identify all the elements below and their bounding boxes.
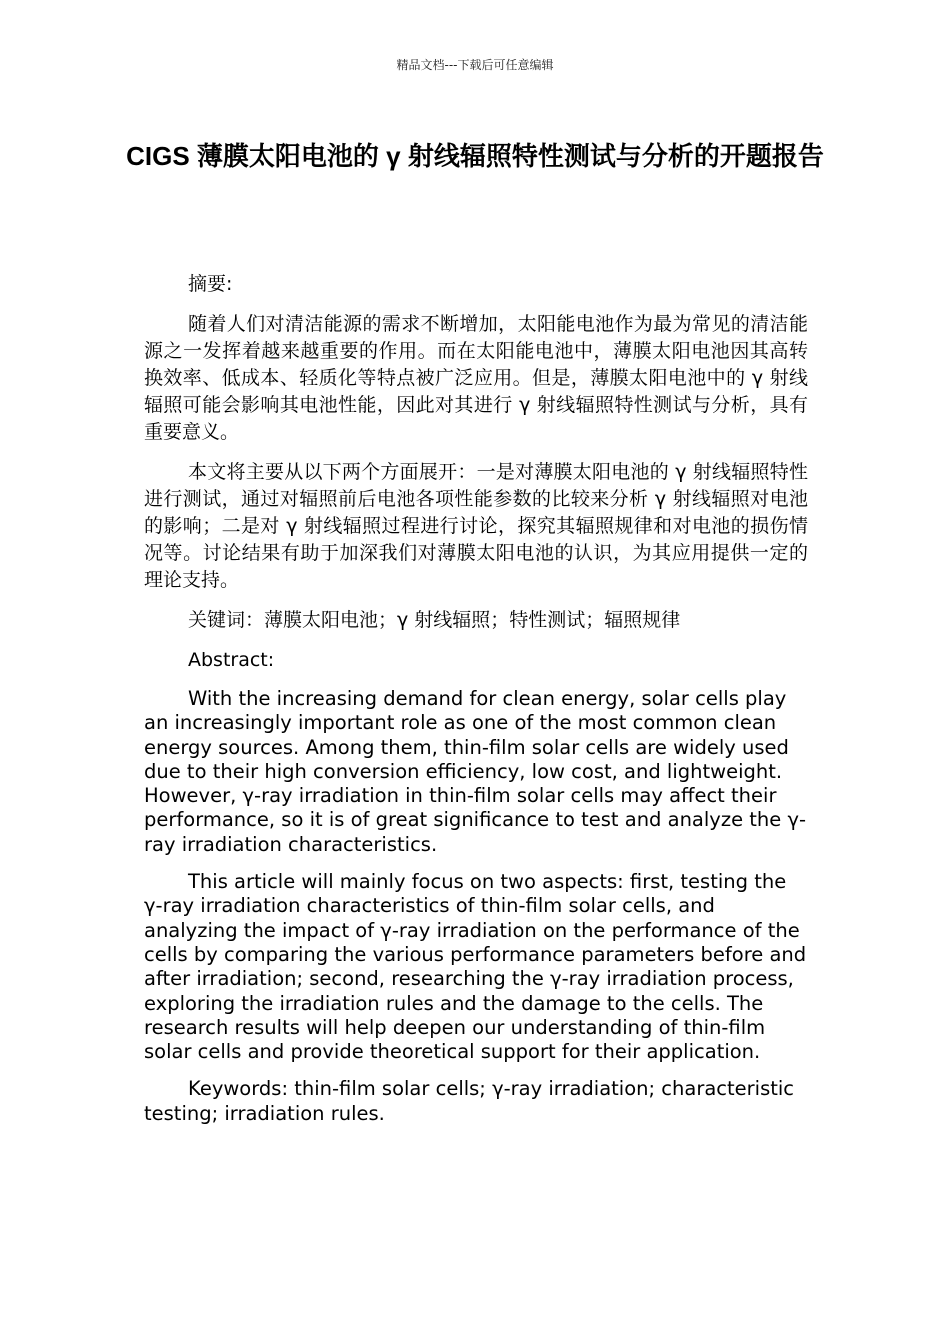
keywords-en: Keywords: thin-film solar cells; γ-ray irradiation; characteristic testing; irradiation rules. <box>144 1077 795 1125</box>
abstract-paragraph-zh-2: 本文将主要从以下两个方面展开：一是对薄膜太阳电池的 γ 射线辐照特性进行测试，通过对辐照前后电池各项性能参数的比较来分析 γ 射线辐照对电池的影响；二是对 γ 射线辐照过程进行讨论，探究其辐照规律和对电池的损伤情况等。讨论结果有助于加深我们对薄膜太阳电池的认识，为其应用提供一定的理论支持。 <box>144 461 808 591</box>
abstract-label-zh: 摘要: <box>188 273 233 295</box>
document-body <box>144 271 808 1139</box>
keywords-zh: 关键词：薄膜太阳电池；γ 射线辐照；特性测试；辐照规律 <box>188 609 681 631</box>
abstract-paragraph-en-2: This article will mainly focus on two aspects: first, testing the γ-ray irradiation characteristics of thin-film solar cells, and analyzing the impact of γ-ray irradiation on the performance of the cells by comparing the various performance parameters before and after irradiation; second, researching the γ-ray irradiation process, exploring the irradiation rules and the damage to the cells. The research results will help deepen our understanding of thin-film solar cells and provide theoretical support for their application. <box>144 870 807 1064</box>
abstract-label-en: Abstract: <box>188 649 275 671</box>
abstract-paragraph-zh-1: 随着人们对清洁能源的需求不断增加，太阳能电池作为最为常见的清洁能源之一发挥着越来越重要的作用。而在太阳能电池中，薄膜太阳电池因其高转换效率、低成本、轻质化等特点被广泛应用。但是，薄膜太阳电池中的 γ 射线辐照可能会影响其电池性能，因此对其进行 γ 射线辐照特性测试与分析，具有重要意义。 <box>144 313 808 443</box>
abstract-paragraph-en-1: With the increasing demand for clean energy, solar cells play an increasingly important role as one of the most common clean energy sources. Among them, thin-film solar cells are widely used due to their high conversion efficiency, low cost, and lightweight. However, γ-ray irradiation in thin-film solar cells may affect their performance, so it is of great significance to test and analyze the γ-ray irradiation characteristics. <box>144 687 807 856</box>
document-title: CIGS 薄膜太阳电池的 γ 射线辐照特性测试与分析的开题报告 <box>126 141 824 171</box>
page-header: 精品文档---下载后可任意编辑 <box>396 58 554 72</box>
